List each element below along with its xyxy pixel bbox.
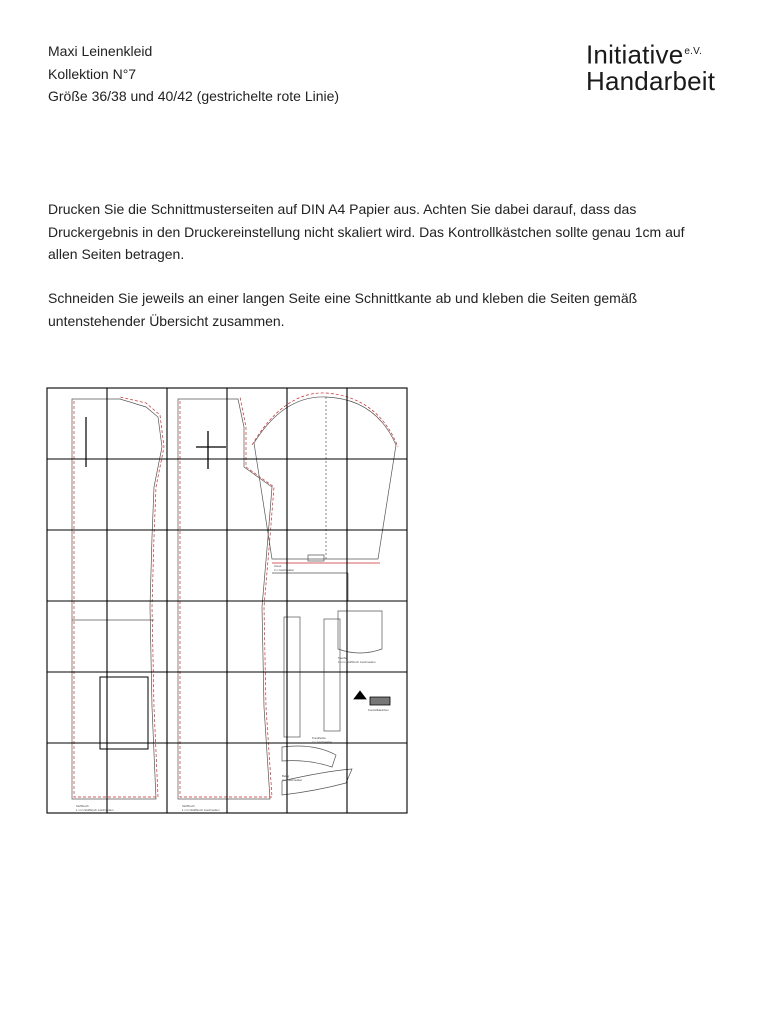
collection-number: Kollektion N°7 <box>48 65 137 82</box>
back-note: 1 x im Stoffbruch zuschneiden <box>182 808 220 812</box>
sleeve-size-line <box>252 393 398 563</box>
logo-suffix: e.V. <box>684 46 703 57</box>
pocket <box>338 611 382 653</box>
front-label: Stoffbruch <box>76 804 89 808</box>
pattern-overview <box>46 387 410 817</box>
front-note: 1 x im Stoffbruch zuschneiden <box>76 808 114 812</box>
placket-label: Knopfleiste <box>312 736 326 740</box>
pocket-note: 1 x im Stoffbruch zuschneiden <box>338 660 376 664</box>
sleeve-label: Ärmel <box>274 564 282 568</box>
button-placket <box>272 573 348 737</box>
logo-line-2: Handarbeit <box>586 65 716 96</box>
pocket-label: Tasche <box>338 656 347 660</box>
placket-note: 2 x zuschneiden <box>312 740 333 744</box>
facing-note: 2 x zuschneiden <box>282 778 303 782</box>
control-label: Kontrollkästchen <box>368 708 389 712</box>
assembly-instructions: Schneiden Sie jeweils an einer langen Seite eine Schnittkante ab und kleben die Seiten gemäß untenstehender Übersicht zusammen. <box>48 290 638 329</box>
logo-line-1: Initiative <box>586 39 684 70</box>
print-instructions: Drucken Sie die Schnittmusterseiten auf DIN A4 Papier aus. Achten Sie dabei darauf, dass das Druckergebnis in den Druckereinstellung nicht skaliert wird. Das Kontrollkästchen sollte genau 1cm auf allen Seiten betragen. <box>48 201 685 262</box>
sleeve-note: 2 x zuschneiden <box>274 568 295 572</box>
pattern-pieces <box>72 393 398 799</box>
facings <box>282 746 352 795</box>
brand-logo <box>586 38 716 96</box>
facing-label: Beleg <box>282 774 290 778</box>
pattern-title: Maxi Leinenkleid <box>48 43 153 59</box>
back-label: Stoffbruch <box>182 804 195 808</box>
control-square <box>354 691 390 705</box>
size-info: Größe 36/38 und 40/42 (gestrichelte rote Linie) <box>48 88 340 104</box>
sleeve-piece <box>254 397 396 561</box>
document-header <box>48 40 339 108</box>
